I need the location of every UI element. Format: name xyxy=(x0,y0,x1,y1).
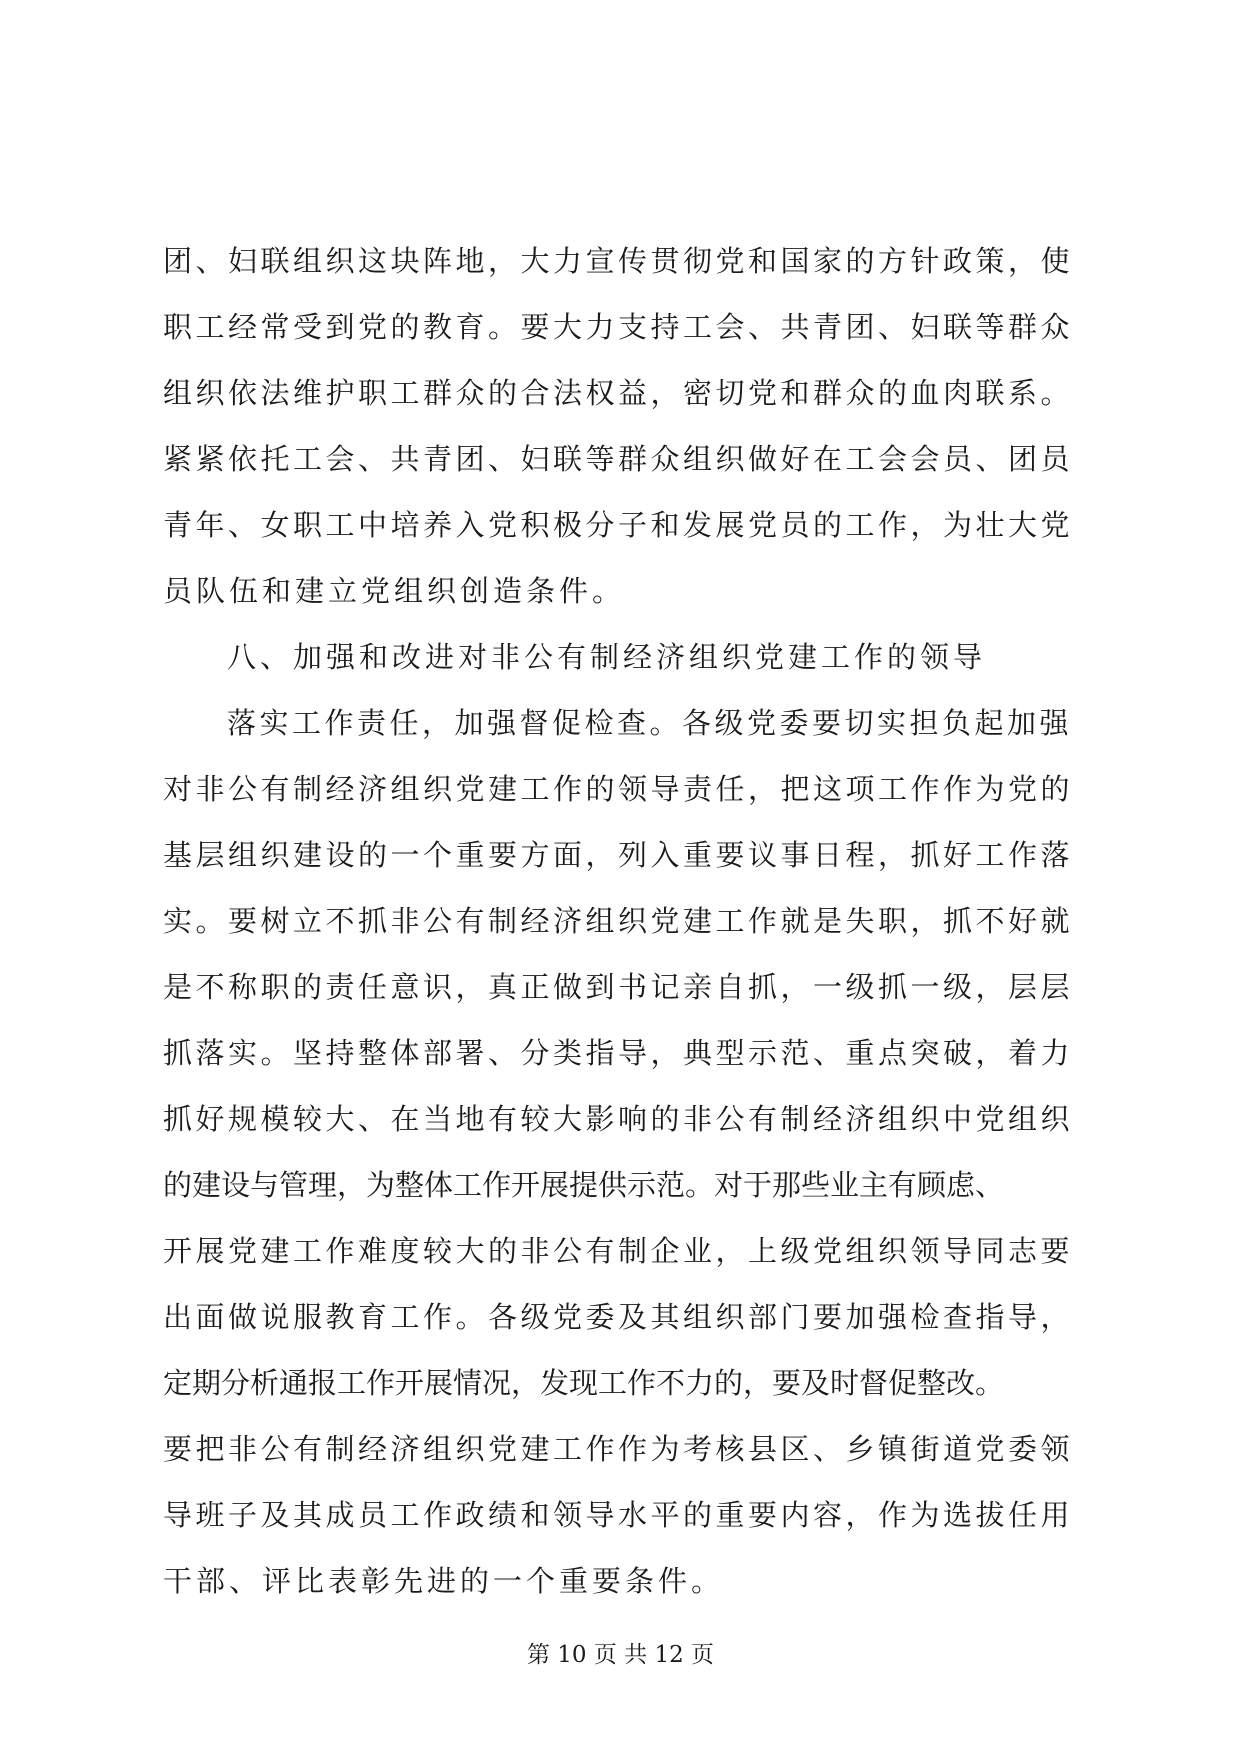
text-line: 干部、评比表彰先进的一个重要条件。 xyxy=(163,1564,725,1598)
text-line: 导班子及其成员工作政绩和领导水平的重要内容，作为选拔任用 xyxy=(163,1498,1074,1532)
text-line: 抓落实。坚持整体部署、分类指导，典型示范、重点突破，着力 xyxy=(163,1036,1074,1070)
section-heading: 八、加强和改进对非公有制经济组织党建工作的领导 xyxy=(227,640,987,674)
text-line: 青年、女职工中培养入党积极分子和发展党员的工作，为壮大党 xyxy=(163,508,1074,542)
text-line: 实。要树立不抓非公有制经济组织党建工作就是失职，抓不好就 xyxy=(163,904,1074,938)
document-body xyxy=(163,228,1083,1614)
text-line: 职工经常受到党的教育。要大力支持工会、共青团、妇联等群众 xyxy=(163,310,1074,344)
text-line: 团、妇联组织这块阵地，大力宣传贯彻党和国家的方针政策，使 xyxy=(163,244,1074,278)
text-line: 组织依法维护职工群众的合法权益，密切党和群众的血肉联系。 xyxy=(163,376,1074,410)
text-line: 抓好规模较大、在当地有较大影响的非公有制经济组织中党组织 xyxy=(163,1102,1074,1136)
text-line: 的建设与管理，为整体工作开展提供示范。对于那些业主有顾虑、 xyxy=(163,1168,1005,1202)
text-line: 落实工作责任，加强督促检查。各级党委要切实担负起加强 xyxy=(227,706,1073,740)
text-line: 要把非公有制经济组织党建工作作为考核县区、乡镇街道党委领 xyxy=(163,1432,1074,1466)
text-line: 紧紧依托工会、共青团、妇联等群众组织做好在工会会员、团员 xyxy=(163,442,1074,476)
text-line: 定期分析通报工作开展情况，发现工作不力的，要及时督促整改。 xyxy=(163,1366,1005,1400)
text-line: 是不称职的责任意识，真正做到书记亲自抓，一级抓一级，层层 xyxy=(163,970,1074,1004)
text-line: 员队伍和建立党组织创造条件。 xyxy=(163,574,626,608)
page-footer: 第 10 页 共 12 页 xyxy=(526,1642,715,1668)
text-line: 基层组织建设的一个重要方面，列入重要议事日程，抓好工作落 xyxy=(163,838,1074,872)
text-line: 开展党建工作难度较大的非公有制企业，上级党组织领导同志要 xyxy=(163,1234,1074,1268)
text-line: 对非公有制经济组织党建工作的领导责任，把这项工作作为党的 xyxy=(163,772,1074,806)
text-line: 出面做说服教育工作。各级党委及其组织部门要加强检查指导， xyxy=(163,1300,1074,1334)
